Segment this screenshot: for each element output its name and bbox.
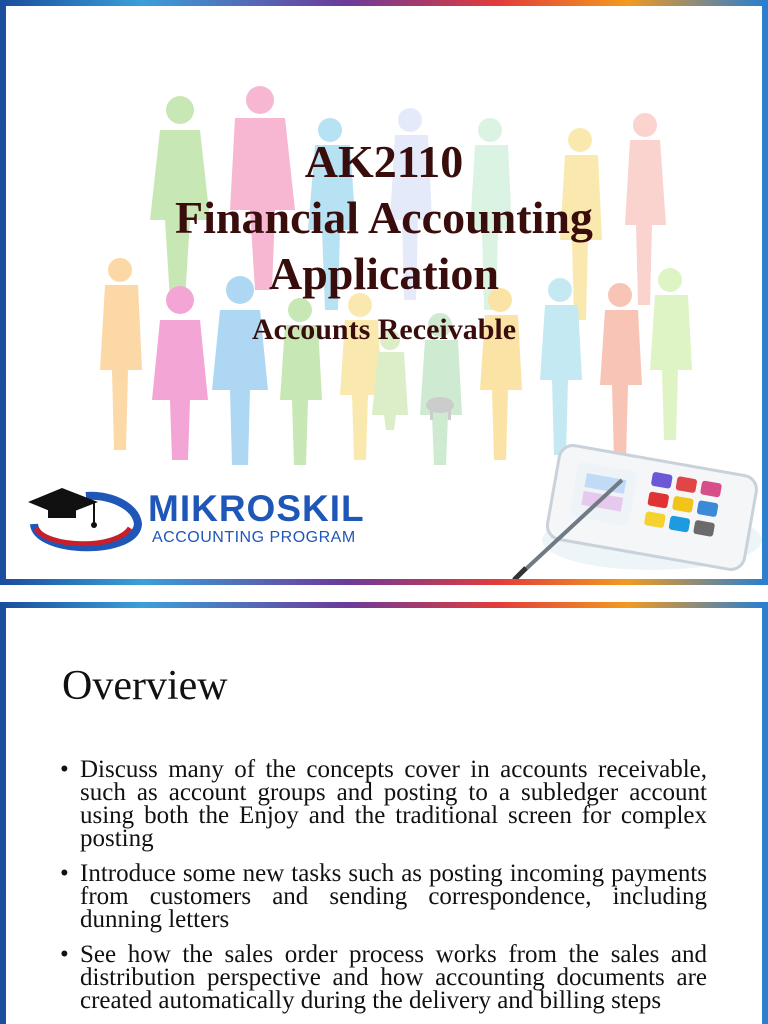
title-block — [0, 134, 768, 302]
bullet-list — [60, 758, 707, 1024]
bullet-dot-icon: • — [60, 941, 69, 968]
logo-name: MIKROSKIL — [148, 488, 365, 529]
bullet-text: Introduce some new tasks such as posting incoming payments from customers and sending correspondence, including dunning letters — [80, 860, 707, 933]
bullet-text: See how the sales order process works from the sales and distribution perspective and how accounting documents are created automatically during the delivery and billing steps — [80, 941, 707, 1014]
bullet-text: Discuss many of the concepts cover in accounts receivable, such as account groups and posting to a subledger account using both the Enjoy and the traditional screen for complex posting — [80, 756, 707, 852]
logo-program: ACCOUNTING PROGRAM — [152, 529, 356, 546]
paint-palette-image — [512, 440, 768, 585]
title-line-2: Application — [268, 248, 500, 299]
bullet-item — [60, 943, 707, 1012]
bullet-item — [60, 862, 707, 931]
slide-gap — [0, 585, 768, 602]
overview-heading: Overview — [62, 663, 228, 709]
slide-subtitle: Accounts Receivable — [251, 313, 517, 346]
title-line-1: Financial Accounting — [175, 192, 593, 243]
bullet-item — [60, 758, 707, 850]
course-code: AK2110 — [304, 136, 464, 187]
bullet-dot-icon: • — [60, 860, 69, 887]
bullet-dot-icon: • — [60, 756, 69, 783]
